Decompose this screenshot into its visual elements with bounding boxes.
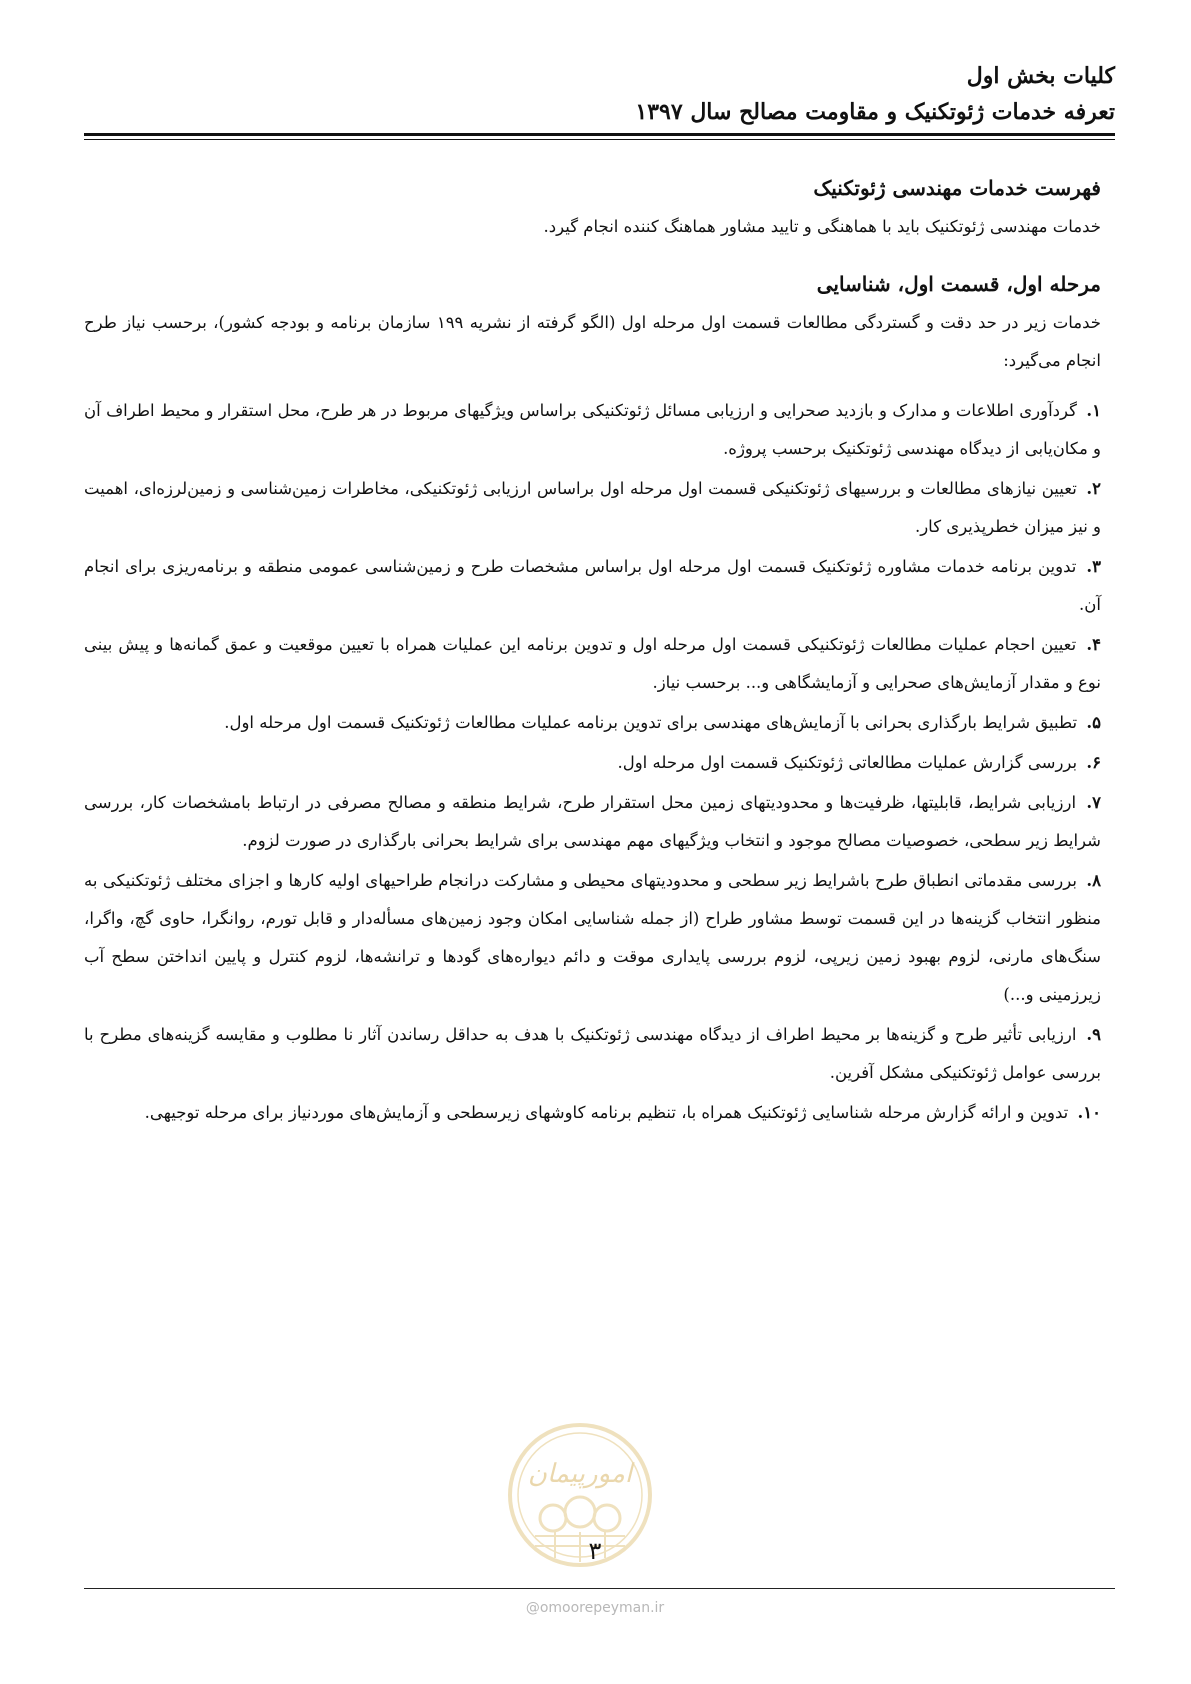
page-header — [84, 58, 1115, 130]
list-item-text: تدوین برنامه خدمات مشاوره ژئوتکنیک قسمت اول مرحله اول براساس مشخصات طرح و زمین‌شناسی عمومی منطقه و برنامه‌ریزی برای انجام آن. — [84, 557, 1101, 614]
section-intro-phase-one: خدمات زیر در حد دقت و گستردگی مطالعات قسمت اول مرحله اول (الگو گرفته از نشریه ۱۹۹ سازمان برنامه و بودجه کشور)، برحسب نیاز طرح انجام می‌گیرد: — [84, 313, 1101, 370]
list-item-text: تعیین نیازهای مطالعات و بررسیهای ژئوتکنیکی قسمت اول مرحله اول براساس ارزیابی ژئوتکنیکی، مخاطرات زمین‌شناسی و زمین‌لرزه‌ای، اهمیت و نیز میزان خطرپذیری کار. — [84, 479, 1101, 536]
list-item-number: ۶. — [1086, 753, 1101, 772]
list-item-number: ۲. — [1086, 479, 1102, 498]
section-title-phase-one: مرحله اول، قسمت اول، شناسایی — [816, 272, 1101, 296]
list-item — [84, 744, 1115, 782]
list-item — [84, 626, 1115, 702]
list-item-text: بررسی مقدماتی انطباق طرح باشرایط زیر سطحی و محدودیتهای محیطی و مشارکت درانجام طراحیهای اولیه کارها و اجزای مختلف ژئوتکنیکی به منظور انتخاب گزینه‌ها در این قسمت توسط مشاور طراح (از جمله شناسایی امکان وجود زمین‌های مسأله‌دار و قابل تورم، روانگرا، حاوی گچ، واگرا، سنگ‌های مارنی، لزوم بهبود زمین زیرپی، لزوم بررسی پایداری موقت و دائم دیواره‌های گودها و ترانشه‌ها، لزوم کنترل و پایین انداختن سطح آب زیرزمینی و...) — [84, 871, 1101, 1004]
list-item-number: ۱. — [1086, 401, 1101, 420]
list-item-number: ۳. — [1086, 557, 1102, 576]
section-intro-services: خدمات مهندسی ژئوتکنیک باید با هماهنگی و تایید مشاور هماهنگ کننده انجام گیرد. — [543, 217, 1101, 236]
list-item — [84, 1016, 1115, 1092]
list-item-text: تدوین و ارائه گزارش مرحله شناسایی ژئوتکنیک همراه با، تنظیم برنامه کاوشهای زیرسطحی و آزمایش‌های موردنیاز برای مرحله توجیهی. — [144, 1103, 1069, 1122]
list-item — [84, 862, 1115, 1014]
page-number: ۳ — [588, 1537, 602, 1565]
list-item — [84, 784, 1115, 860]
list-item-number: ۱۰. — [1077, 1103, 1101, 1122]
page-content — [84, 168, 1115, 1134]
section-title-services: فهرست خدمات مهندسی ژئوتکنیک — [813, 176, 1101, 200]
spacer — [84, 246, 1115, 264]
list-item — [84, 1094, 1115, 1132]
list-item-text: گردآوری اطلاعات و مدارک و بازدید صحرایی و ارزیابی مسائل ژئوتکنیکی براساس ویژگیهای مربوط در هر طرح، محل استقرار و محیط اطراف آن و مکان‌یابی از دیدگاه مهندسی ژئوتکنیک برحسب پروژه. — [84, 401, 1101, 458]
list-item — [84, 470, 1115, 546]
list-item-number: ۴. — [1086, 635, 1102, 654]
list-item-number: ۵. — [1086, 713, 1101, 732]
list-item — [84, 704, 1115, 742]
list-item-text: بررسی گزارش عملیات مطالعاتی ژئوتکنیک قسمت اول مرحله اول. — [617, 753, 1078, 772]
svg-text:امورپیمان: امورپیمان — [527, 1459, 633, 1489]
list-item-text: ارزیابی تأثیر طرح و گزینه‌ها بر محیط اطراف از دیدگاه مهندسی ژئوتکنیک با هدف به حداقل رساندن آثار نا مطلوب و مقایسه گزینه‌های مطرح با بررسی عوامل ژئوتکنیکی مشکل آفرین. — [84, 1025, 1101, 1082]
list-item-number: ۹. — [1086, 1025, 1101, 1044]
list-item-text: تطبیق شرایط بارگذاری بحرانی با آزمایش‌های مهندسی برای تدوین برنامه عملیات مطالعات ژئوتکنیک قسمت اول مرحله اول. — [224, 713, 1078, 732]
footer-divider — [84, 1588, 1115, 1589]
header-document-title: تعرفه خدمات ژئوتکنیک و مقاومت مصالح سال ۱۳۹۷ — [635, 99, 1115, 125]
spacer — [84, 380, 1115, 392]
header-chapter-title: کلیات بخش اول — [966, 63, 1115, 89]
footer-site-url: @omoorepeyman.ir — [525, 1600, 665, 1616]
list-item-text: ارزیابی شرایط، قابلیتها، ظرفیت‌ها و محدودیتهای زمین محل استقرار طرح، شرایط منطقه و مصالح مصرفی در ارتباط بامشخصات کار، بررسی شرایط زیر سطحی، خصوصیات مصالح موجود و انتخاب ویژگیهای مهم مهندسی برای شرایط بحرانی بارگذاری در صورت لزوم. — [84, 793, 1101, 850]
list-item-text: تعیین احجام عملیات مطالعات ژئوتکنیکی قسمت اول مرحله اول و تدوین برنامه این عملیات همراه با تعیین موقعیت و عمق گمانه‌ها و پیش بینی نوع و مقدار آزمایش‌های صحرایی و آزمایشگاهی و... برحسب نیاز. — [84, 635, 1101, 692]
service-list — [84, 392, 1115, 1132]
header-divider-thin — [84, 139, 1115, 140]
list-item-number: ۸. — [1086, 871, 1102, 890]
list-item — [84, 548, 1115, 624]
list-item-number: ۷. — [1086, 793, 1101, 812]
list-item — [84, 392, 1115, 468]
header-divider-thick — [84, 133, 1115, 136]
